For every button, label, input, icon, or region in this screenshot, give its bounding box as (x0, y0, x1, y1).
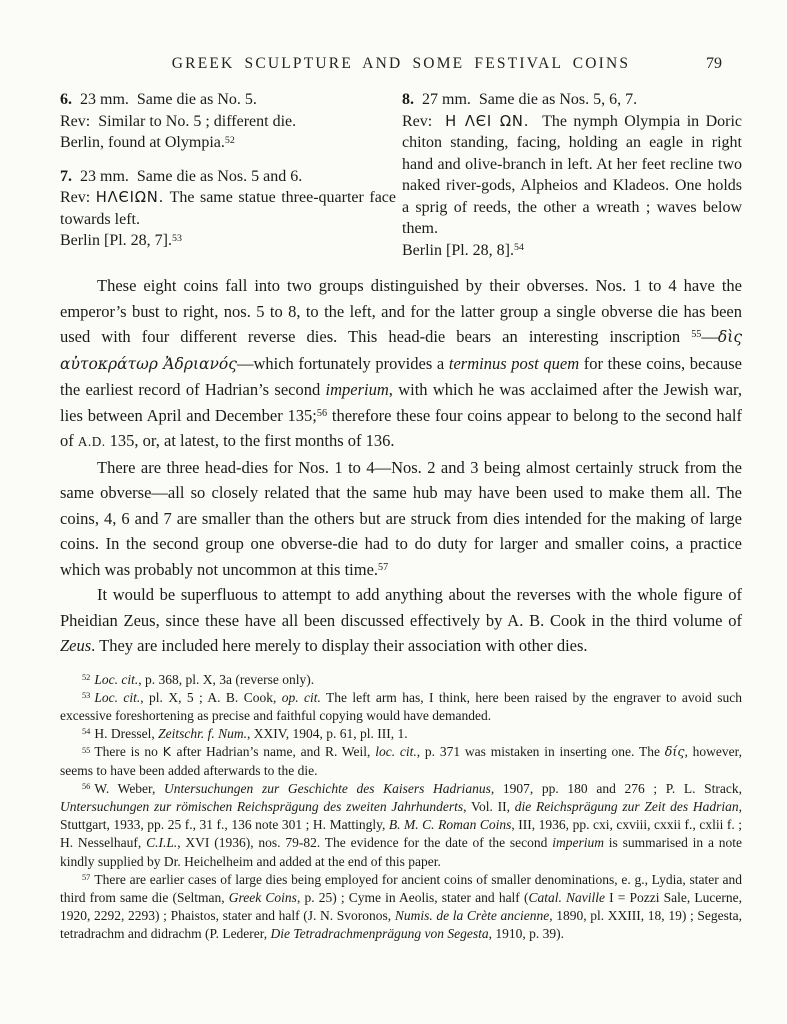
footnote-53-number: 53 (82, 690, 91, 700)
footnote-53-text: Loc. cit., pl. X, 5 ; A. B. Cook, op. cit. The left arm has, I think, here been raised by the engraver to avoid such excessive foreshortening as precise and faithful copying would have demanded. (60, 689, 743, 723)
entries-left-column (60, 89, 402, 261)
footnote-56-number: 56 (82, 781, 91, 791)
entry-6-heading: 6. 23 mm. Same die as No. 5. (60, 91, 257, 108)
footnote-52 (60, 671, 742, 689)
footnote-57 (60, 871, 742, 944)
running-title: GREEK SCULPTURE AND SOME FESTIVAL COINS (171, 55, 631, 72)
footnote-56 (60, 780, 742, 871)
entry-7-reverse: Rev: ΗΛЄΙΩΝ. The same statue three-quarter face towards left. (60, 189, 397, 228)
footnote-52-number: 52 (82, 672, 91, 682)
footnote-57-number: 57 (82, 872, 91, 882)
entry-8-heading: 8. 27 mm. Same die as Nos. 5, 6, 7. (402, 91, 638, 108)
running-head (60, 0, 742, 73)
coin-entry-8 (402, 89, 742, 261)
footnote-53 (60, 689, 742, 725)
main-text (60, 273, 742, 659)
paragraph-1: These eight coins fall into two groups distinguished by their obverses. Nos. 1 to 4 have the emperor’s bust to right, nos. 5 to 8, to the left, and for the latter group a single obverse die has been used with four different reverse dies. This head-die bears an interesting inscription $^{55}$—δὶς αὐτοκράτωρ Ἀδριανός—which fortunately provides a terminus post quem for these coins, because the earliest record of Hadrian’s second imperium, with which he was acclaimed after the Jewish war, lies between April and December 135;$^{56}$ therefore these four coins appear to belong to the second half of A.D. 135, or, at latest, to the first months of 136. (60, 276, 743, 450)
entry-6-location: Berlin, found at Olympia.$^{52}$ (60, 134, 235, 151)
coin-entry-7 (60, 166, 396, 252)
entries-right-column (402, 89, 742, 261)
entry-7-location: Berlin [Pl. 28, 7].$^{53}$ (60, 232, 182, 249)
coin-entry-6 (60, 89, 396, 154)
page-number: 79 (706, 55, 722, 72)
entry-7-heading: 7. 23 mm. Same die as Nos. 5 and 6. (60, 167, 303, 185)
entry-6-reverse: Rev: Similar to No. 5 ; different die. (60, 112, 297, 130)
footnote-55-number: 55 (82, 745, 91, 755)
footnote-55 (60, 743, 742, 779)
footnote-55-text: There is no K after Hadrian’s name, and R. Weil, loc. cit., p. 371 was mistaken in inserting one. The δίς, however, seems to have been added afterwards to the die. (60, 744, 742, 778)
footnotes-section (60, 671, 742, 944)
footnote-57-text: There are earlier cases of large dies being employed for ancient coins of smaller denominations, e. g., Lydia, stater and third from same die (Seltman, Greek Coins, p. 25) ; Cyme in Aeolis, stater and half (Catal. Naville I = Pozzi Sale, Lucerne, 1920, 2292, 2293) ; Phaistos, stater and half (J. N. Svoronos, Numis. de la Crète ancienne, 1890, pl. XXIII, 18, 19) ; Segesta, tetradrachm and didrachm (P. Lederer, Die Tetradrachmenprägung von Segesta, 1910, p. 39). (60, 871, 742, 942)
catalogue-entries (60, 89, 742, 261)
footnote-54-text: H. Dressel, Zeitschr. f. Num., XXIV, 1904, p. 61, pl. III, 1. (94, 726, 408, 742)
footnote-52-text: Loc. cit., p. 368, pl. X, 3a (reverse only). (94, 671, 315, 687)
footnote-56-text: W. Weber, Untersuchungen zur Geschichte des Kaisers Hadrianus, 1907, pp. 180 and 276 ; P. L. Strack, Untersuchungen zur römischen Reichsprägung des zweiten Jahrhunderts, Vol. II, die Reichsprägung zur Zeit des Hadrian, Stuttgart, 1933, pp. 25 f., 31 f., 136 note 301 ; H. Mattingly, B. M. C. Roman Coins, III, 1936, pp. cxi, cxviii, cxxii f., cxlii f. ; H. Nesselhauf, C.I.L., XVI (1936), nos. 79-82. The evidence for the date of the second imperium is summarised in a note kindly supplied by Dr. Heichelheim and added at the end of this paper. (60, 780, 742, 869)
paragraph-2: There are three head-dies for Nos. 1 to 4—Nos. 2 and 3 being almost certainly struck from the same obverse—all so closely related that the same hub may have been used to make them all. The coins, 4, 6 and 7 are smaller than the others but are struck from dies intended for the making of large coins. In the second group one obverse-die had to do duty for larger and smaller coins, a practice which was probably not uncommon at this time.$^{57}$ (60, 457, 742, 579)
paragraph-3: It would be superfluous to attempt to add anything about the reverses with the whole figure of Pheidian Zeus, since these have all been discussed effectively by A. B. Cook in the third volume of Zeus. They are included here merely to display their association with other dies. (60, 585, 742, 655)
footnote-54-number: 54 (82, 727, 91, 737)
entry-8-location: Berlin [Pl. 28, 8].$^{54}$ (402, 241, 524, 259)
footnote-54 (60, 725, 742, 743)
entry-8-reverse: Rev: Η ΛЄΙ ΩΝ. The nymph Olympia in Doric chiton standing, facing, holding an eagle in right hand and olive-branch in left. At her feet recline two naked river-gods, Alpheios and Kladeos. One holds a sprig of reeds, the other a wreath ; waves below them. (402, 112, 743, 237)
page-content (60, 0, 742, 944)
